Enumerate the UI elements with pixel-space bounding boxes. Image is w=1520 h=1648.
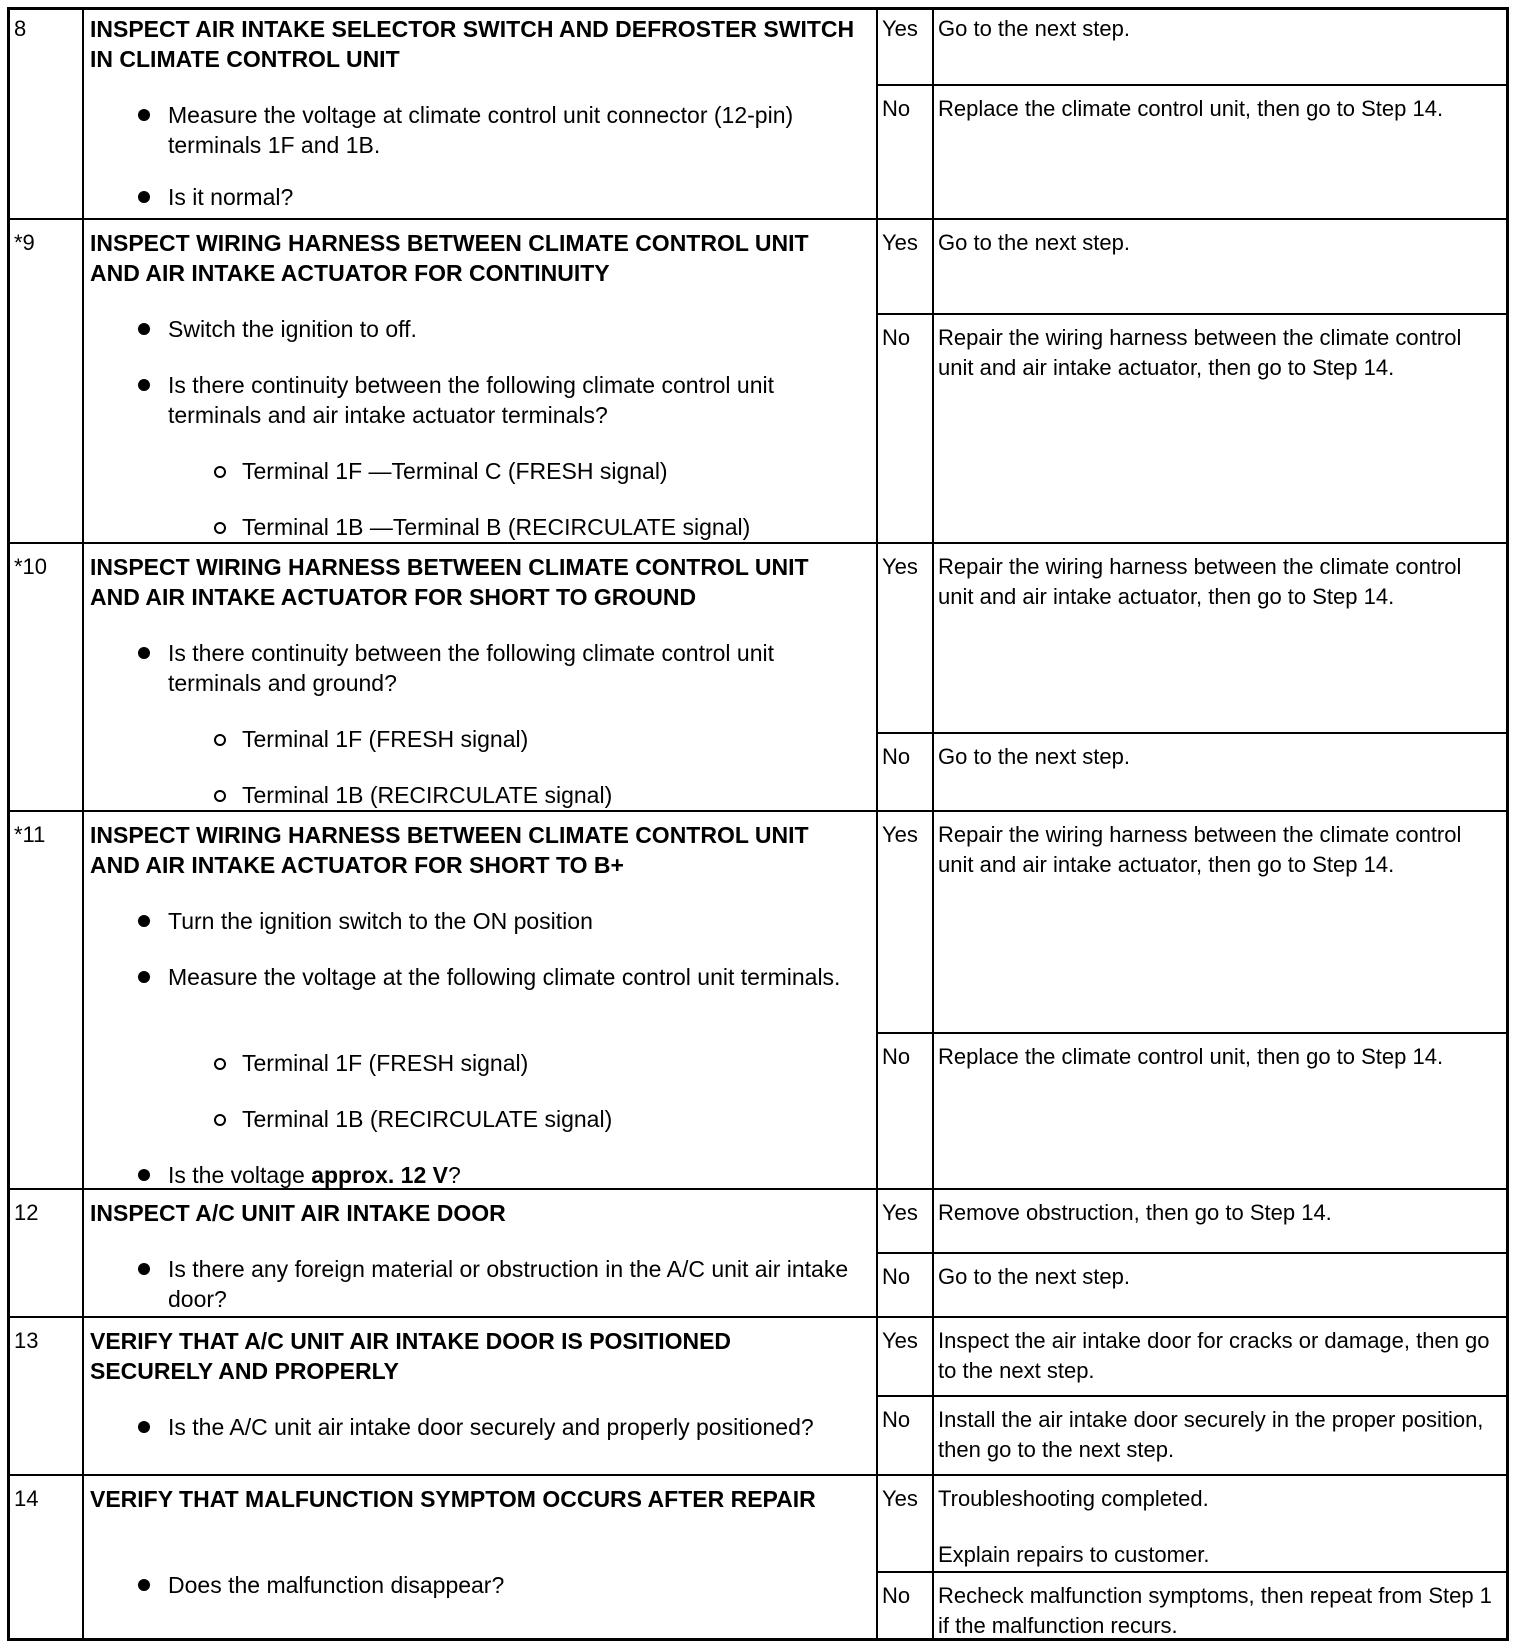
yes-no-divider [876, 1032, 1506, 1034]
terminal-item [90, 1104, 942, 1134]
voltage-spec: approx. 12 V [311, 1162, 448, 1188]
step-number: 8 [14, 16, 27, 41]
terminal-item [90, 780, 942, 810]
yes-label: Yes [882, 230, 918, 255]
check-item [90, 1254, 878, 1314]
yes-label: Yes [882, 554, 918, 579]
terminal-item [90, 456, 942, 486]
yes-action: Repair the wiring harness between the climate control unit and air intake actuator, then go to Step 14. [938, 554, 1462, 609]
no-action: Replace the climate control unit, then go to Step 14. [938, 96, 1444, 121]
terminal-item-text: Terminal 1B (RECIRCULATE signal) [242, 1106, 613, 1132]
yes-action: Repair the wiring harness between the climate control unit and air intake actuator, then go to Step 14. [938, 822, 1462, 877]
step-number: 12 [14, 1200, 39, 1225]
yes-action: Troubleshooting completed. [938, 1486, 1209, 1511]
check-item-text: Is there continuity between the following climate control unit terminals and air intake actuator terminals? [168, 372, 774, 428]
row-divider [10, 1474, 1506, 1476]
step-number: *10 [14, 554, 48, 579]
column-divider [932, 10, 934, 1638]
yes-label: Yes [882, 822, 918, 847]
no-label: No [882, 1044, 911, 1069]
no-label: No [882, 1407, 911, 1432]
terminal-item-text: Terminal 1B (RECIRCULATE signal) [242, 782, 613, 808]
step-title: VERIFY THAT MALFUNCTION SYMPTOM OCCURS AFTER REPAIR [90, 1486, 816, 1512]
yes-action: Inspect the air intake door for cracks or damage, then go to the next step. [938, 1328, 1490, 1383]
no-action: Replace the climate control unit, then go to Step 14. [938, 1044, 1444, 1069]
sub-bullet-icon [214, 790, 226, 802]
diagnostic-table [7, 7, 1509, 1641]
check-item-text: Is there continuity between the following climate control unit terminals and ground? [168, 640, 774, 696]
bullet-icon [138, 1421, 150, 1433]
yes-no-divider [876, 1395, 1506, 1397]
bullet-icon [138, 971, 150, 983]
sub-bullet-icon [214, 466, 226, 478]
check-item-text: ? [447, 1162, 461, 1188]
column-divider [82, 10, 84, 1638]
bullet-icon [138, 647, 150, 659]
check-item-text: Measure the voltage at the following climate control unit terminals. [168, 964, 841, 990]
terminal-item [90, 1048, 942, 1078]
terminal-item [90, 724, 942, 754]
step-title: INSPECT A/C UNIT AIR INTAKE DOOR [90, 1200, 506, 1226]
check-item [90, 962, 858, 992]
check-item-text: Measure the voltage at climate control unit connector (12-pin) terminals 1F and 1B. [168, 102, 794, 158]
step-title: INSPECT AIR INTAKE SELECTOR SWITCH AND DEFROSTER SWITCH IN CLIMATE CONTROL UNIT [90, 16, 855, 72]
bullet-icon [138, 1579, 150, 1591]
yes-label: Yes [882, 1200, 918, 1225]
yes-action: Remove obstruction, then go to Step 14. [938, 1200, 1332, 1225]
no-label: No [882, 744, 911, 769]
check-item [90, 314, 868, 344]
terminal-item [90, 512, 942, 542]
step-title: INSPECT WIRING HARNESS BETWEEN CLIMATE CONTROL UNIT AND AIR INTAKE ACTUATOR FOR CONTINUITY [90, 230, 809, 286]
row-divider [10, 1316, 1506, 1318]
row-divider [10, 542, 1506, 544]
bullet-icon [138, 915, 150, 927]
step-title: VERIFY THAT A/C UNIT AIR INTAKE DOOR IS POSITIONED SECURELY AND PROPERLY [90, 1328, 732, 1384]
check-item-text: Is the voltage [168, 1162, 312, 1188]
check-item [90, 1160, 868, 1190]
yes-label: Yes [882, 1328, 918, 1353]
step-number: *9 [14, 230, 35, 255]
yes-no-divider [876, 1571, 1506, 1573]
bullet-icon [138, 1263, 150, 1275]
no-label: No [882, 96, 911, 121]
sub-bullet-icon [214, 522, 226, 534]
step-number: 13 [14, 1328, 39, 1353]
terminal-item-text: Terminal 1F (FRESH signal) [242, 726, 529, 752]
sub-bullet-icon [214, 1058, 226, 1070]
check-item-text: Is there any foreign material or obstruction in the A/C unit air intake door? [168, 1256, 849, 1312]
yes-action: Go to the next step. [938, 230, 1131, 255]
step-number: *11 [14, 822, 46, 847]
check-item [90, 182, 868, 212]
step-title: INSPECT WIRING HARNESS BETWEEN CLIMATE CONTROL UNIT AND AIR INTAKE ACTUATOR FOR SHORT TO GROUND [90, 554, 809, 610]
terminal-item-text: Terminal 1B —Terminal B (RECIRCULATE signal) [242, 514, 751, 540]
no-action: Go to the next step. [938, 1264, 1131, 1289]
yes-no-divider [876, 313, 1506, 315]
yes-label: Yes [882, 16, 918, 41]
yes-no-divider [876, 1252, 1506, 1254]
yes-action-note: Explain repairs to customer. [938, 1542, 1210, 1567]
terminal-item-text: Terminal 1F —Terminal C (FRESH signal) [242, 458, 668, 484]
bullet-icon [138, 323, 150, 335]
check-item-text: Switch the ignition to off. [168, 316, 417, 342]
check-item-text: Turn the ignition switch to the ON position [168, 908, 593, 934]
no-action: Repair the wiring harness between the climate control unit and air intake actuator, then go to Step 14. [938, 325, 1462, 380]
no-action: Recheck malfunction symptoms, then repeat from Step 1 if the malfunction recurs. [938, 1583, 1492, 1638]
bullet-icon [138, 109, 150, 121]
yes-label: Yes [882, 1486, 918, 1511]
step-number: 14 [14, 1486, 39, 1511]
sub-bullet-icon [214, 1114, 226, 1126]
no-label: No [882, 1583, 911, 1608]
check-item [90, 370, 868, 430]
yes-no-divider [876, 84, 1506, 86]
check-item [90, 638, 868, 698]
column-divider [876, 10, 878, 1638]
step-title: INSPECT WIRING HARNESS BETWEEN CLIMATE CONTROL UNIT AND AIR INTAKE ACTUATOR FOR SHORT TO B+ [90, 822, 809, 878]
check-item-text: Is it normal? [168, 184, 294, 210]
sub-bullet-icon [214, 734, 226, 746]
no-action: Install the air intake door securely in the proper position, then go to the next step. [938, 1407, 1484, 1462]
check-item-text: Is the A/C unit air intake door securely and properly positioned? [168, 1414, 814, 1440]
check-item [90, 1570, 868, 1600]
no-label: No [882, 325, 911, 350]
row-divider [10, 810, 1506, 812]
check-item [90, 906, 868, 936]
no-action: Go to the next step. [938, 744, 1131, 769]
no-label: No [882, 1264, 911, 1289]
terminal-item-text: Terminal 1F (FRESH signal) [242, 1050, 529, 1076]
check-item [90, 100, 868, 160]
bullet-icon [138, 1169, 150, 1181]
bullet-icon [138, 191, 150, 203]
check-item-text: Does the malfunction disappear? [168, 1572, 505, 1598]
yes-action: Go to the next step. [938, 16, 1131, 41]
row-divider [10, 218, 1506, 220]
bullet-icon [138, 379, 150, 391]
yes-no-divider [876, 732, 1506, 734]
check-item [90, 1412, 828, 1442]
